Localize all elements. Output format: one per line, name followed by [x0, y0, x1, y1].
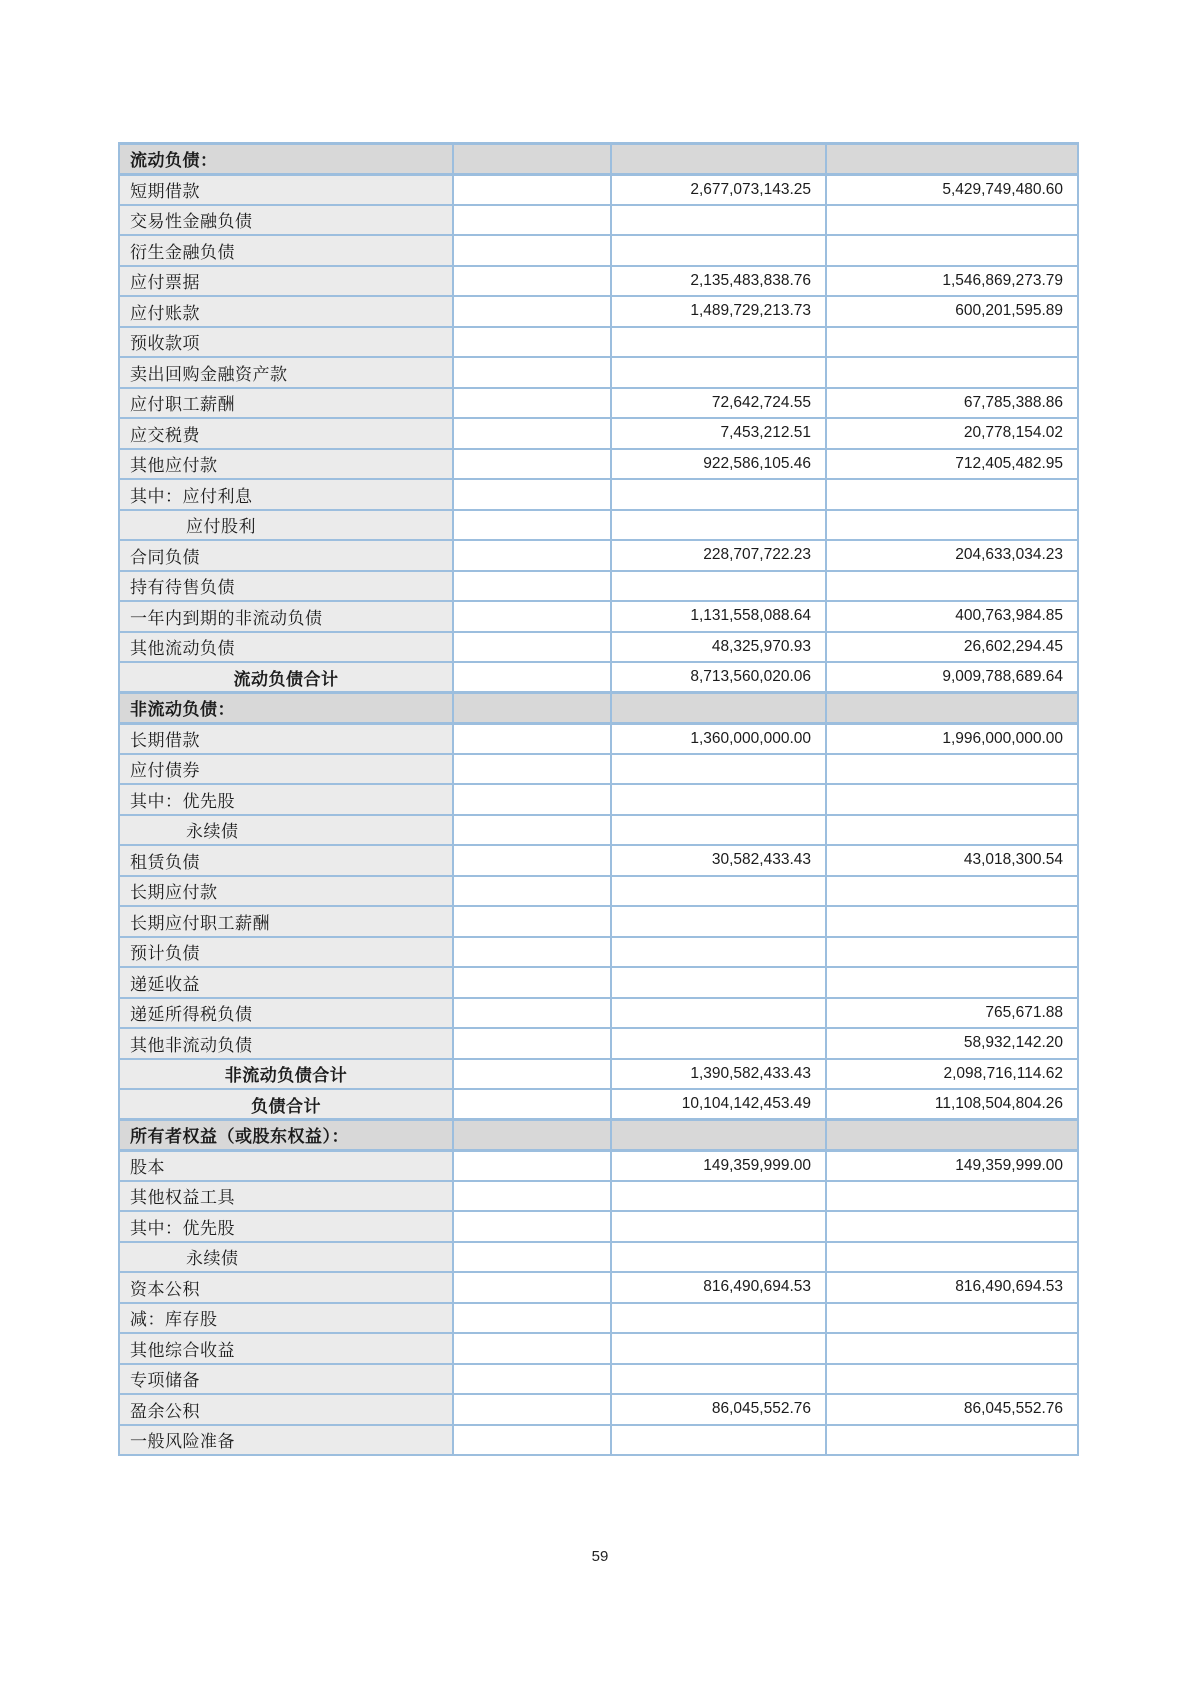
table-row [119, 357, 1078, 388]
value-current-cell [611, 784, 826, 815]
value-prior-cell: 600,201,595.89 [826, 296, 1078, 327]
note-cell [453, 693, 611, 724]
value-prior-cell [826, 937, 1078, 968]
note-cell [453, 754, 611, 785]
row-label: 其中：应付利息 [119, 479, 453, 510]
value-current-cell [611, 1120, 826, 1151]
note-cell [453, 845, 611, 876]
note-cell [453, 1181, 611, 1212]
table-row [119, 1089, 1078, 1120]
note-cell [453, 815, 611, 846]
value-prior-cell [826, 1425, 1078, 1456]
table-row [119, 693, 1078, 724]
note-cell [453, 479, 611, 510]
note-cell [453, 1242, 611, 1273]
table-row [119, 449, 1078, 480]
value-prior-cell: 1,996,000,000.00 [826, 723, 1078, 754]
value-current-cell [611, 937, 826, 968]
note-cell [453, 571, 611, 602]
row-label: 卖出回购金融资产款 [119, 357, 453, 388]
value-prior-cell: 765,671.88 [826, 998, 1078, 1029]
value-current-cell: 2,677,073,143.25 [611, 174, 826, 205]
value-current-cell [611, 1211, 826, 1242]
value-current-cell [611, 1181, 826, 1212]
row-label: 股本 [119, 1150, 453, 1181]
table-row [119, 1211, 1078, 1242]
balance-sheet-rows [119, 144, 1078, 1456]
value-prior-cell: 1,546,869,273.79 [826, 266, 1078, 297]
value-current-cell [611, 510, 826, 541]
value-prior-cell: 204,633,034.23 [826, 540, 1078, 571]
value-current-cell: 86,045,552.76 [611, 1394, 826, 1425]
value-current-cell: 72,642,724.55 [611, 388, 826, 419]
table-row [119, 1120, 1078, 1151]
note-cell [453, 205, 611, 236]
table-row [119, 1272, 1078, 1303]
note-cell [453, 327, 611, 358]
row-label: 其他权益工具 [119, 1181, 453, 1212]
row-label: 其他应付款 [119, 449, 453, 480]
value-current-cell: 8,713,560,020.06 [611, 662, 826, 693]
row-label: 应交税费 [119, 418, 453, 449]
table-row [119, 967, 1078, 998]
value-prior-cell: 400,763,984.85 [826, 601, 1078, 632]
value-current-cell: 816,490,694.53 [611, 1272, 826, 1303]
table-row [119, 1425, 1078, 1456]
row-label: 应付债券 [119, 754, 453, 785]
row-label: 长期应付职工薪酬 [119, 906, 453, 937]
value-current-cell: 228,707,722.23 [611, 540, 826, 571]
note-cell [453, 784, 611, 815]
row-label: 负债合计 [119, 1089, 453, 1120]
value-prior-cell [826, 327, 1078, 358]
row-label: 长期应付款 [119, 876, 453, 907]
value-prior-cell: 86,045,552.76 [826, 1394, 1078, 1425]
note-cell [453, 174, 611, 205]
note-cell [453, 1394, 611, 1425]
note-cell [453, 632, 611, 663]
table-row [119, 1242, 1078, 1273]
table-row [119, 845, 1078, 876]
value-prior-cell [826, 1303, 1078, 1334]
table-row [119, 388, 1078, 419]
row-label: 持有待售负债 [119, 571, 453, 602]
balance-sheet-table [118, 142, 1079, 1456]
value-prior-cell [826, 754, 1078, 785]
row-label: 资本公积 [119, 1272, 453, 1303]
table-row [119, 1181, 1078, 1212]
value-current-cell [611, 1028, 826, 1059]
row-label: 衍生金融负债 [119, 235, 453, 266]
value-prior-cell: 816,490,694.53 [826, 1272, 1078, 1303]
note-cell [453, 388, 611, 419]
value-current-cell [611, 754, 826, 785]
value-current-cell [611, 693, 826, 724]
value-current-cell: 30,582,433.43 [611, 845, 826, 876]
value-prior-cell [826, 906, 1078, 937]
value-prior-cell: 2,098,716,114.62 [826, 1059, 1078, 1090]
value-prior-cell [826, 1181, 1078, 1212]
row-label: 应付账款 [119, 296, 453, 327]
note-cell [453, 510, 611, 541]
table-row [119, 1028, 1078, 1059]
table-row [119, 479, 1078, 510]
table-row [119, 296, 1078, 327]
note-cell [453, 723, 611, 754]
value-prior-cell: 67,785,388.86 [826, 388, 1078, 419]
note-cell [453, 998, 611, 1029]
table-row [119, 906, 1078, 937]
note-cell [453, 1333, 611, 1364]
value-current-cell: 1,390,582,433.43 [611, 1059, 826, 1090]
table-row [119, 937, 1078, 968]
value-prior-cell: 58,932,142.20 [826, 1028, 1078, 1059]
row-label: 所有者权益（或股东权益）： [119, 1120, 453, 1151]
value-current-cell: 922,586,105.46 [611, 449, 826, 480]
row-label: 长期借款 [119, 723, 453, 754]
row-label: 流动负债合计 [119, 662, 453, 693]
value-current-cell [611, 1303, 826, 1334]
value-current-cell [611, 357, 826, 388]
row-label: 其他综合收益 [119, 1333, 453, 1364]
row-label: 预收款项 [119, 327, 453, 358]
value-current-cell: 7,453,212.51 [611, 418, 826, 449]
value-prior-cell [826, 1364, 1078, 1395]
row-label: 其他非流动负债 [119, 1028, 453, 1059]
row-label: 合同负债 [119, 540, 453, 571]
value-current-cell: 2,135,483,838.76 [611, 266, 826, 297]
value-current-cell: 149,359,999.00 [611, 1150, 826, 1181]
value-prior-cell [826, 144, 1078, 175]
value-prior-cell [826, 205, 1078, 236]
note-cell [453, 906, 611, 937]
note-cell [453, 296, 611, 327]
row-label: 递延所得税负债 [119, 998, 453, 1029]
row-label: 永续债 [119, 815, 453, 846]
note-cell [453, 357, 611, 388]
value-prior-cell [826, 1120, 1078, 1151]
value-prior-cell: 11,108,504,804.26 [826, 1089, 1078, 1120]
table-row [119, 235, 1078, 266]
table-row [119, 1059, 1078, 1090]
table-row [119, 754, 1078, 785]
table-row [119, 784, 1078, 815]
note-cell [453, 1272, 611, 1303]
value-prior-cell: 26,602,294.45 [826, 632, 1078, 663]
table-row [119, 1150, 1078, 1181]
value-prior-cell: 43,018,300.54 [826, 845, 1078, 876]
note-cell [453, 1150, 611, 1181]
value-current-cell [611, 235, 826, 266]
table-row [119, 1303, 1078, 1334]
row-label: 一般风险准备 [119, 1425, 453, 1456]
note-cell [453, 449, 611, 480]
row-label: 一年内到期的非流动负债 [119, 601, 453, 632]
row-label: 预计负债 [119, 937, 453, 968]
value-current-cell: 1,489,729,213.73 [611, 296, 826, 327]
value-current-cell: 1,131,558,088.64 [611, 601, 826, 632]
value-prior-cell [826, 693, 1078, 724]
value-prior-cell: 5,429,749,480.60 [826, 174, 1078, 205]
value-current-cell [611, 327, 826, 358]
note-cell [453, 1120, 611, 1151]
note-cell [453, 418, 611, 449]
value-prior-cell [826, 571, 1078, 602]
table-row [119, 815, 1078, 846]
value-current-cell [611, 815, 826, 846]
value-current-cell: 1,360,000,000.00 [611, 723, 826, 754]
value-prior-cell [826, 1242, 1078, 1273]
table-row [119, 174, 1078, 205]
value-prior-cell [826, 876, 1078, 907]
note-cell [453, 876, 611, 907]
note-cell [453, 662, 611, 693]
table-row [119, 205, 1078, 236]
row-label: 盈余公积 [119, 1394, 453, 1425]
value-prior-cell: 20,778,154.02 [826, 418, 1078, 449]
note-cell [453, 967, 611, 998]
value-current-cell [611, 1242, 826, 1273]
row-label: 应付职工薪酬 [119, 388, 453, 419]
note-cell [453, 1059, 611, 1090]
value-current-cell [611, 967, 826, 998]
row-label: 递延收益 [119, 967, 453, 998]
row-label: 非流动负债合计 [119, 1059, 453, 1090]
table-row [119, 266, 1078, 297]
row-label: 租赁负债 [119, 845, 453, 876]
row-label: 永续债 [119, 1242, 453, 1273]
table-row [119, 1333, 1078, 1364]
table-row [119, 144, 1078, 175]
value-current-cell [611, 876, 826, 907]
row-label: 非流动负债： [119, 693, 453, 724]
value-current-cell [611, 1333, 826, 1364]
table-row [119, 723, 1078, 754]
row-label: 其中：优先股 [119, 1211, 453, 1242]
value-current-cell [611, 144, 826, 175]
page-number: 59 [591, 1548, 609, 1565]
table-row [119, 632, 1078, 663]
value-current-cell [611, 205, 826, 236]
row-label: 交易性金融负债 [119, 205, 453, 236]
value-prior-cell [826, 815, 1078, 846]
value-prior-cell [826, 235, 1078, 266]
value-current-cell [611, 1425, 826, 1456]
note-cell [453, 266, 611, 297]
table-row [119, 1394, 1078, 1425]
row-label: 短期借款 [119, 174, 453, 205]
value-current-cell [611, 906, 826, 937]
value-prior-cell: 9,009,788,689.64 [826, 662, 1078, 693]
value-prior-cell: 149,359,999.00 [826, 1150, 1078, 1181]
table-row [119, 998, 1078, 1029]
value-prior-cell [826, 967, 1078, 998]
value-prior-cell [826, 479, 1078, 510]
note-cell [453, 1364, 611, 1395]
row-label: 其中：优先股 [119, 784, 453, 815]
row-label: 流动负债： [119, 144, 453, 175]
value-current-cell [611, 479, 826, 510]
value-current-cell [611, 1364, 826, 1395]
note-cell [453, 1425, 611, 1456]
note-cell [453, 1089, 611, 1120]
note-cell [453, 937, 611, 968]
table-row [119, 327, 1078, 358]
table-row [119, 1364, 1078, 1395]
row-label: 其他流动负债 [119, 632, 453, 663]
row-label: 减：库存股 [119, 1303, 453, 1334]
note-cell [453, 1303, 611, 1334]
value-current-cell [611, 998, 826, 1029]
value-current-cell [611, 571, 826, 602]
note-cell [453, 601, 611, 632]
table-row [119, 540, 1078, 571]
table-row [119, 876, 1078, 907]
note-cell [453, 144, 611, 175]
value-prior-cell: 712,405,482.95 [826, 449, 1078, 480]
value-prior-cell [826, 510, 1078, 541]
table-row [119, 571, 1078, 602]
row-label: 应付票据 [119, 266, 453, 297]
table-row [119, 662, 1078, 693]
table-row [119, 418, 1078, 449]
value-prior-cell [826, 784, 1078, 815]
table-row [119, 510, 1078, 541]
note-cell [453, 1211, 611, 1242]
note-cell [453, 1028, 611, 1059]
row-label: 专项储备 [119, 1364, 453, 1395]
note-cell [453, 540, 611, 571]
value-prior-cell [826, 357, 1078, 388]
value-current-cell: 48,325,970.93 [611, 632, 826, 663]
note-cell [453, 235, 611, 266]
table-row [119, 601, 1078, 632]
value-prior-cell [826, 1333, 1078, 1364]
value-prior-cell [826, 1211, 1078, 1242]
value-current-cell: 10,104,142,453.49 [611, 1089, 826, 1120]
row-label: 应付股利 [119, 510, 453, 541]
